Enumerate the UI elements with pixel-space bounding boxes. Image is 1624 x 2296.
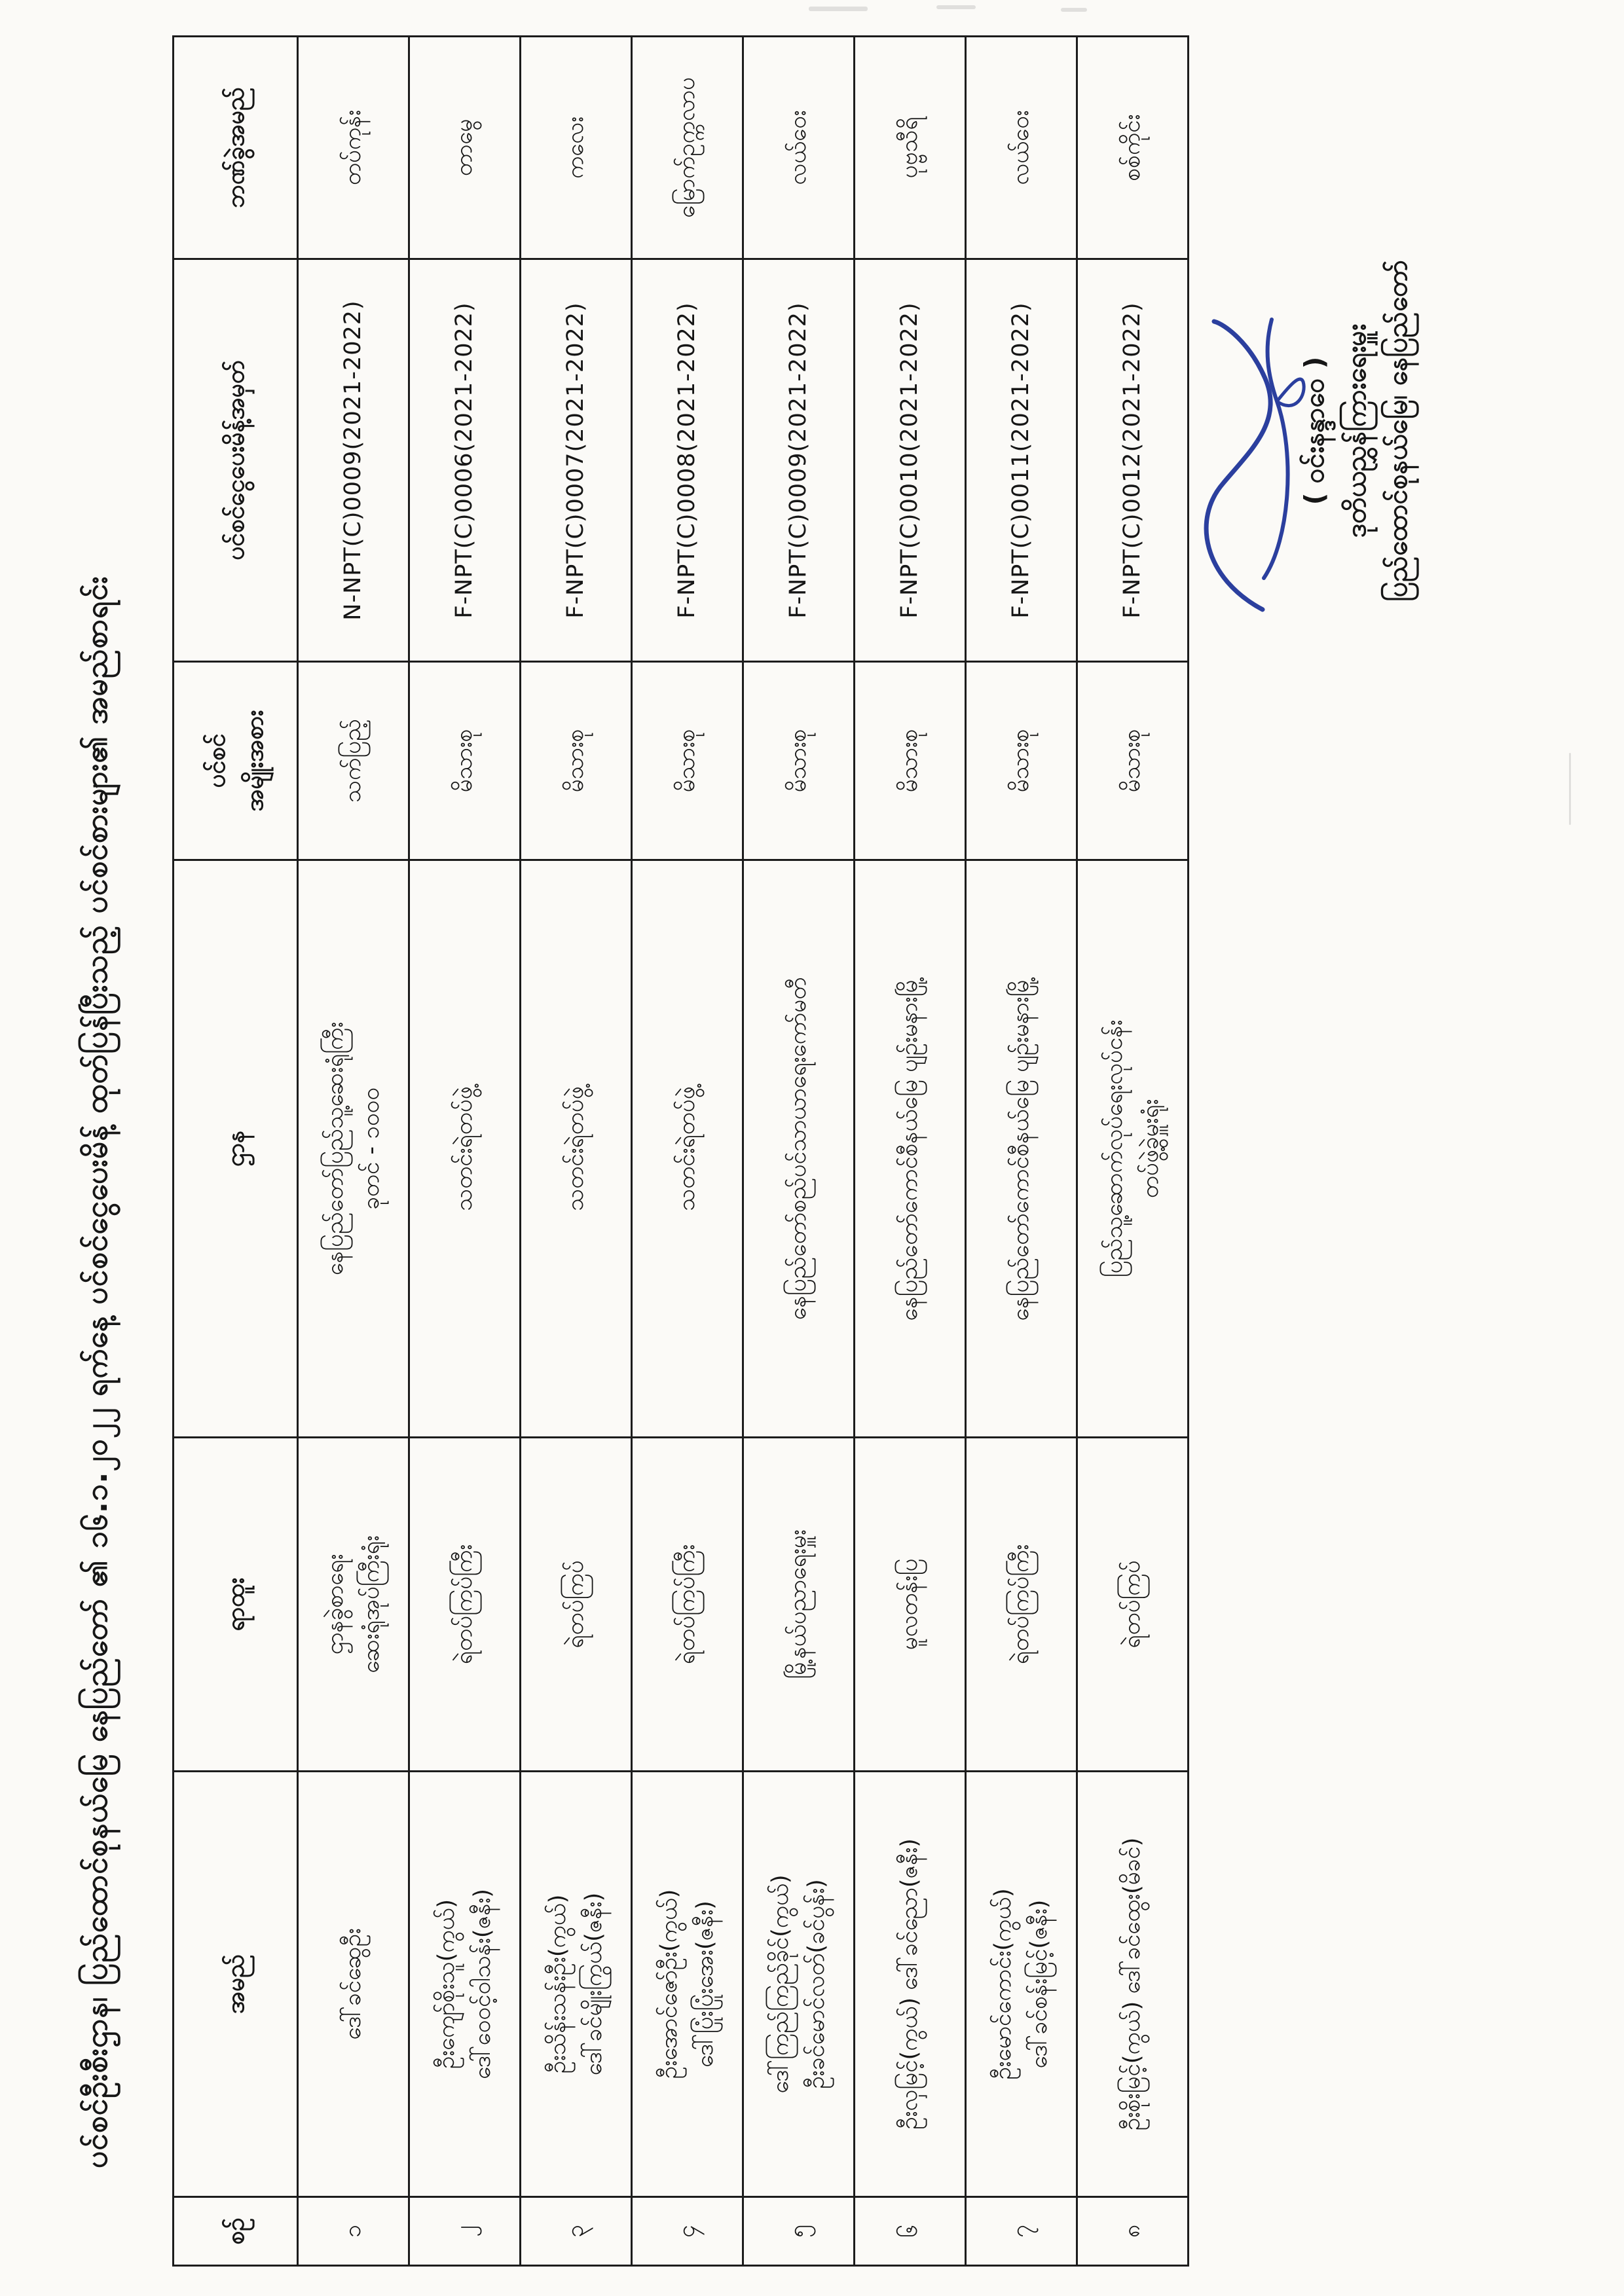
cell-pension_type-row-7	[966, 662, 1077, 860]
cell-serial-line: ၄	[674, 2225, 701, 2238]
cell-department-row-3	[521, 860, 632, 1438]
cell-position-line: မြို့နယ်ပညာရေးမှူး	[785, 1529, 812, 1679]
cell-name-line: ဦးသိန်းသန်းဦး(ကွယ်)	[545, 1894, 572, 2074]
cell-bank_branch-row-4	[632, 37, 743, 259]
cell-department-line: သတင်းရဲတပ်ဖွဲ့	[563, 1086, 589, 1211]
cell-position-row-8	[1077, 1438, 1189, 1772]
cell-department-line: နေပြည်တော်ကောင်စီနယ်မြေ ပျဉ်းမနားမြို့	[896, 976, 923, 1321]
signer-office: ပြည်ထောင်စုနယ်မြေ၊ နေပြည်တော်	[1382, 259, 1414, 602]
cell-name-line: ဒေါ်ကြည်ကြည်ခိုင်(ကွယ်)	[767, 1874, 794, 2094]
cell-bank_branch-row-1	[298, 37, 409, 259]
cell-bank_branch-line: ပုဗ္ဗသီရိ	[896, 117, 923, 179]
table-row-6	[855, 37, 966, 2266]
cell-payment_no-row-8	[1077, 259, 1189, 662]
cell-bank_branch-line: မြောက်ဥက္ကလာပ	[674, 77, 701, 219]
cell-position-row-1	[298, 1438, 409, 1772]
cell-pension_type-row-6	[855, 662, 966, 860]
cell-pension_type-row-5	[743, 662, 855, 860]
cell-payment_no-row-1	[298, 259, 409, 662]
cell-department-line: နေပြည်တော်ကောင်စီနယ်မြေ ပျဉ်းမနားမြို့	[1008, 976, 1035, 1321]
cell-position-row-2	[409, 1438, 521, 1772]
cell-payment_no-line: N-NPT(C)0009(2021-2022)	[340, 300, 367, 621]
cell-payment_no-line: F-NPT(C)0007(2021-2022)	[563, 302, 589, 619]
signer-name: ( ဝင်းနန္ဒာဝေ )	[1299, 356, 1330, 505]
cell-pension_type-line: မိသားစု	[451, 729, 478, 793]
cell-bank_branch-line: ကလေး	[563, 117, 589, 179]
cell-name-line: ဦးအောင်ဇော်ဦး(ကွယ်)	[656, 1889, 683, 2079]
cell-name-line: ဒေါ်ခင်မျိုးကြွယ်(ဇနီး)	[580, 1892, 607, 2076]
cell-position-row-3	[521, 1438, 632, 1772]
cell-pension_type-row-3	[521, 662, 632, 860]
header-pension_type-line: ပင်စင်	[202, 733, 231, 788]
cell-position-line: ရဲတပ်ကြပ်	[563, 1560, 589, 1649]
header-bank_branch	[174, 37, 298, 259]
cell-payment_no-row-6	[855, 259, 966, 662]
table-row-1	[298, 37, 409, 2266]
cell-bank_branch-row-7	[966, 37, 1077, 259]
cell-serial-row-4	[632, 2197, 743, 2266]
cell-payment_no-line: F-NPT(C)0009(2021-2022)	[785, 302, 812, 619]
cell-name-row-4	[632, 1772, 743, 2197]
cell-serial-line: ၆	[896, 2225, 923, 2238]
table-row-8	[1077, 37, 1189, 2266]
cell-name-row-1	[298, 1772, 409, 2197]
cell-pension_type-line: မိသားစု	[1008, 729, 1035, 793]
cell-payment_no-line: F-NPT(C)0012(2021-2022)	[1119, 302, 1146, 619]
header-payment_no	[174, 259, 298, 662]
cell-bank_branch-row-8	[1077, 37, 1189, 259]
cell-name-line: ဒေါ်ပြုံးပြုံးအေး(ဇနီး)	[692, 1901, 718, 2068]
cell-position-line: ရဲတပ်ကြပ်ကြီး	[1008, 1544, 1035, 1665]
cell-bank_branch-line: တာမွေ	[451, 118, 478, 177]
cell-department-line: သတင်းရဲတပ်ဖွဲ့	[674, 1086, 701, 1211]
cell-name-line: ဦးခင်မောင်လတ်(ခင်ပွန်း)	[803, 1879, 830, 2089]
header-bank_branch-line: ဘဏ်ခွဲအမည်	[221, 87, 249, 208]
cell-name-line: ဒေါ်ခင်စန်းမြင့်(ဇနီး)	[1025, 1899, 1052, 2069]
cell-name-row-5	[743, 1772, 855, 2197]
cell-bank_branch-line: စစ်ကိုင်း	[1119, 114, 1146, 181]
cell-pension_type-line: မိသားစု	[1119, 729, 1146, 793]
cell-name-line: ဦးလှမြင့်(ကွယ်) ဒေါ်ခင်ညော(ဇနီး)	[896, 1838, 923, 2130]
cell-serial-row-7	[966, 2197, 1077, 2266]
cell-position-line: မူလတန်းပြ	[896, 1558, 923, 1650]
cell-position-row-5	[743, 1438, 855, 1772]
document-title	[68, 276, 131, 2168]
header-name-line: အမည်	[221, 1954, 249, 2014]
cell-name-row-2	[409, 1772, 521, 2197]
cell-serial-line: ၂	[451, 2225, 478, 2237]
cell-bank_branch-line: လယ်ဝေး	[1008, 110, 1035, 185]
cell-pension_type-line: မိသားစု	[785, 729, 812, 793]
cell-pension_type-row-4	[632, 662, 743, 860]
header-serial-line: စဉ်	[221, 2217, 249, 2245]
cell-name-line: ဒေါ်ခင်ဆွေဦး	[340, 1928, 367, 2040]
cell-pension_type-row-8	[1077, 662, 1189, 860]
cell-payment_no-row-3	[521, 259, 632, 662]
signature-block	[1210, 97, 1469, 765]
cell-department-row-8	[1077, 860, 1189, 1438]
signer-position: ဒုတိယညွှန်ကြားရေးမှူး	[1340, 323, 1372, 538]
scan-artifact	[936, 5, 976, 9]
header-position	[174, 1438, 298, 1772]
cell-bank_branch-row-2	[409, 37, 521, 259]
cell-bank_branch-row-6	[855, 37, 966, 259]
cell-bank_branch-row-5	[743, 37, 855, 259]
cell-department-row-6	[855, 860, 966, 1438]
cell-name-row-7	[966, 1772, 1077, 2197]
cell-payment_no-row-4	[632, 259, 743, 662]
cell-serial-row-3	[521, 2197, 632, 2266]
cell-position-line: ဆေးရုံအုပ်ကြီးရုံး	[358, 1535, 384, 1673]
cell-position-row-6	[855, 1438, 966, 1772]
cell-pension_type-line: သက်ပြည့်	[340, 719, 367, 803]
cell-bank_branch-line: လယ်ဝေး	[785, 110, 812, 185]
cell-payment_no-row-5	[743, 259, 855, 662]
cell-department-line: ပြည်သူ့ဆောက်လုပ်ရေးလုပ်ငန်း	[1101, 1019, 1128, 1278]
header-row	[174, 37, 298, 2266]
cell-pension_type-row-1	[298, 662, 409, 860]
cell-serial-row-8	[1077, 2197, 1189, 2266]
cell-department-line: သတင်းရဲတပ်ဖွဲ့	[451, 1086, 478, 1211]
cell-serial-row-2	[409, 2197, 521, 2266]
cell-bank_branch-line: တပ်ကုန်း	[340, 109, 367, 186]
cell-position-line: ဌာနခွဲစာရေး	[322, 1554, 349, 1655]
cell-department-row-5	[743, 860, 855, 1438]
cell-department-line: နေပြည်တော်စည်ပင်သာယာရေးကော်မတီ	[785, 977, 812, 1321]
table-row-3	[521, 37, 632, 2266]
scan-artifact	[809, 7, 868, 11]
signature-lines	[1294, 97, 1419, 765]
handwritten-signature	[1185, 310, 1306, 617]
cell-name-line: ဦးမောင်ကောင်း(ကွယ်)	[990, 1888, 1017, 2080]
header-department-line: ဌာန	[221, 1131, 249, 1167]
cell-position-row-4	[632, 1438, 743, 1772]
cell-position-line: ရဲတပ်ကြပ်ကြီး	[674, 1544, 701, 1665]
table-row-4	[632, 37, 743, 2266]
cell-serial-line: ၅	[785, 2225, 812, 2238]
cell-name-line: ဦးကျော်စိုးသူ(ကွယ်)	[434, 1899, 460, 2069]
cell-serial-line: ၁	[340, 2225, 367, 2238]
header-department	[174, 860, 298, 1438]
cell-serial-row-1	[298, 2197, 409, 2266]
cell-bank_branch-row-3	[521, 37, 632, 259]
cell-position-line: ရဲတပ်ကြပ်	[1119, 1560, 1146, 1649]
header-serial	[174, 2197, 298, 2266]
cell-pension_type-row-2	[409, 662, 521, 860]
cell-position-line: ရဲတပ်ကြပ်ကြီး	[451, 1544, 478, 1665]
cell-name-row-3	[521, 1772, 632, 2197]
cell-department-line: နေပြည်တော်ပြည်သူ့ဆေးရုံကြီး	[322, 1021, 349, 1276]
cell-name-row-6	[855, 1772, 966, 2197]
cell-serial-line: ၇	[1008, 2225, 1035, 2238]
pension-table-wrapper	[172, 37, 1187, 2267]
table-row-2	[409, 37, 521, 2266]
cell-payment_no-line: F-NPT(C)0011(2021-2022)	[1008, 302, 1035, 619]
cell-pension_type-line: မိသားစု	[563, 729, 589, 793]
cell-department-line: ခုတင် - ၁၀၀၀	[358, 1087, 384, 1210]
cell-payment_no-line: F-NPT(C)0006(2021-2022)	[451, 302, 478, 619]
cell-serial-row-5	[743, 2197, 855, 2266]
cell-pension_type-line: မိသားစု	[674, 729, 701, 793]
cell-serial-line: ၈	[1119, 2225, 1146, 2238]
header-pension_type	[174, 662, 298, 860]
cell-name-line: ဒေါ်ဝေဝင့်ဝါသန်း(ဇနီး)	[469, 1888, 496, 2080]
cell-serial-line: ၃	[563, 2225, 589, 2238]
cell-name-line: ဦးစိုးမြင့်(ကွယ်) ဒေါ်ခင်ထွေး(မိခင်)	[1119, 1837, 1146, 2131]
cell-department-line: တပ်ဖွဲ့ခွဲမှူးရုံး	[1137, 1099, 1164, 1199]
cell-department-row-7	[966, 860, 1077, 1438]
scan-artifact	[1061, 8, 1087, 12]
table-row-5	[743, 37, 855, 2266]
cell-payment_no-line: F-NPT(C)0010(2021-2022)	[896, 302, 923, 619]
cell-department-row-4	[632, 860, 743, 1438]
cell-position-row-7	[966, 1438, 1077, 1772]
cell-name-row-8	[1077, 1772, 1189, 2197]
cell-department-row-1	[298, 860, 409, 1438]
cell-department-row-2	[409, 860, 521, 1438]
document-title-text: ပင်စင်ဦးစီးဌာန၊ ပြည်ထောင်စုနယ်မြေ နေပြည်တော် ၏ ၁၆.၁.၂၀၂၂ ရက်နေ့ ပင်စင်ငွေပေးမိန့် ထုတ်ပြန်ပြီးသည့် ပင်စင်စားများ၏ အမည်စာရင်း	[78, 575, 114, 2168]
cell-payment_no-row-7	[966, 259, 1077, 662]
header-pension_type-line: အမျိုးအစား	[240, 710, 268, 812]
cell-serial-row-6	[855, 2197, 966, 2266]
header-name	[174, 1772, 298, 2197]
header-payment_no-line: ပင်စင်ငွေပေးမိန့်အမှတ်	[221, 360, 249, 560]
table-row-7	[966, 37, 1077, 2266]
scan-artifact	[1569, 753, 1571, 825]
cell-pension_type-line: မိသားစု	[896, 729, 923, 793]
pension-table	[172, 35, 1189, 2267]
cell-payment_no-row-2	[409, 259, 521, 662]
header-position-line: ရာထူး	[221, 1577, 249, 1631]
cell-payment_no-line: F-NPT(C)0008(2021-2022)	[674, 302, 701, 619]
